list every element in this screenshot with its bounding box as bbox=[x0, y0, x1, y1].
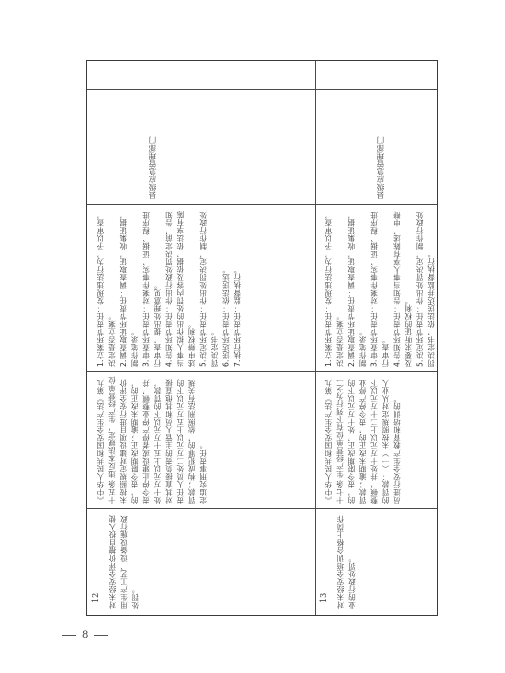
item-cell: 对未经安全培训合格上岗作业的行政处罚。 bbox=[336, 515, 357, 609]
item-cell: 对未经安全评价擅自投入使用生产工艺、设备设施行政处罚。 bbox=[108, 515, 140, 609]
column-line-basis bbox=[87, 371, 437, 372]
basis-cell: 《中华人民共和国安全生产法》第九十五条 违反本法规定，生产经营单位未按照规定对建设项目进行安全评价的，责令限期改正；逾期未改正的，责令停止建设或者停产停业整顿，并处十万元以上五十万元以下的罚款，对其直接负责的主管人员和其他直接责任人员处二万元以上五万元以下的罚款；构成犯罪的，依照刑法有关规定追究刑事责任。 bbox=[96, 376, 208, 504]
dash-left bbox=[62, 635, 76, 636]
page-number bbox=[62, 630, 132, 644]
column-line-duty bbox=[87, 204, 437, 205]
document-table bbox=[86, 60, 438, 616]
page-number-value: 8 bbox=[82, 630, 89, 641]
remark-cell: 县级应急管理部门 bbox=[148, 136, 157, 199]
duty-cell: 1.立案环节责任：发现违法行为，予以审查，决定是否立案。 2.调查取证环节责任：调查取证，收集证据，制作笔录。 3.审查环节责任：对案件事实、证据、程序进行审查。 4.告知环节责任：告知当事人享有陈述、申辩及要求听证的权利。 5.决定环节责任：作出处罚决定，制作行政处罚决定书，依法送达并监督执行。 bbox=[324, 211, 436, 367]
row-number: 12 bbox=[91, 592, 100, 603]
row-separator bbox=[315, 61, 316, 615]
column-line-item bbox=[87, 508, 437, 509]
duty-cell: 1.立案环节责任：发现违法行为，予以审查，决定是否立案。 2.调查取证环节责任：调查取证，收集证据，制作笔录。 3.审查环节责任：对案件事实、证据、程序进行审查，提出处理意见。 4.告知环节责任：作出行政处罚决定前，告知当事人拟作出的处罚内容及依据，依法享有陈述申辩权利。 5.决定环节责任：作出处罚决定，制作行政处罚决定书。 6.送达环节责任：依法送达。 7.执行环节责任：监督执行。 bbox=[96, 211, 242, 367]
dash-right bbox=[94, 635, 108, 636]
column-line-remark bbox=[87, 89, 437, 90]
basis-cell: 《中华人民共和国安全生产法》第九十七条 生产经营单位有下列行为之一的，责令限期改正，处十万元以下的罚款；逾期未改正的，责令停产停业整顿，并处十万元以上二十万元以下的罚款：（一）未按照规定对从业人员进行安全生产教育和培训的。 bbox=[324, 376, 402, 504]
remark-cell: 县级应急管理部门 bbox=[376, 136, 385, 199]
row-number: 13 bbox=[319, 592, 328, 603]
